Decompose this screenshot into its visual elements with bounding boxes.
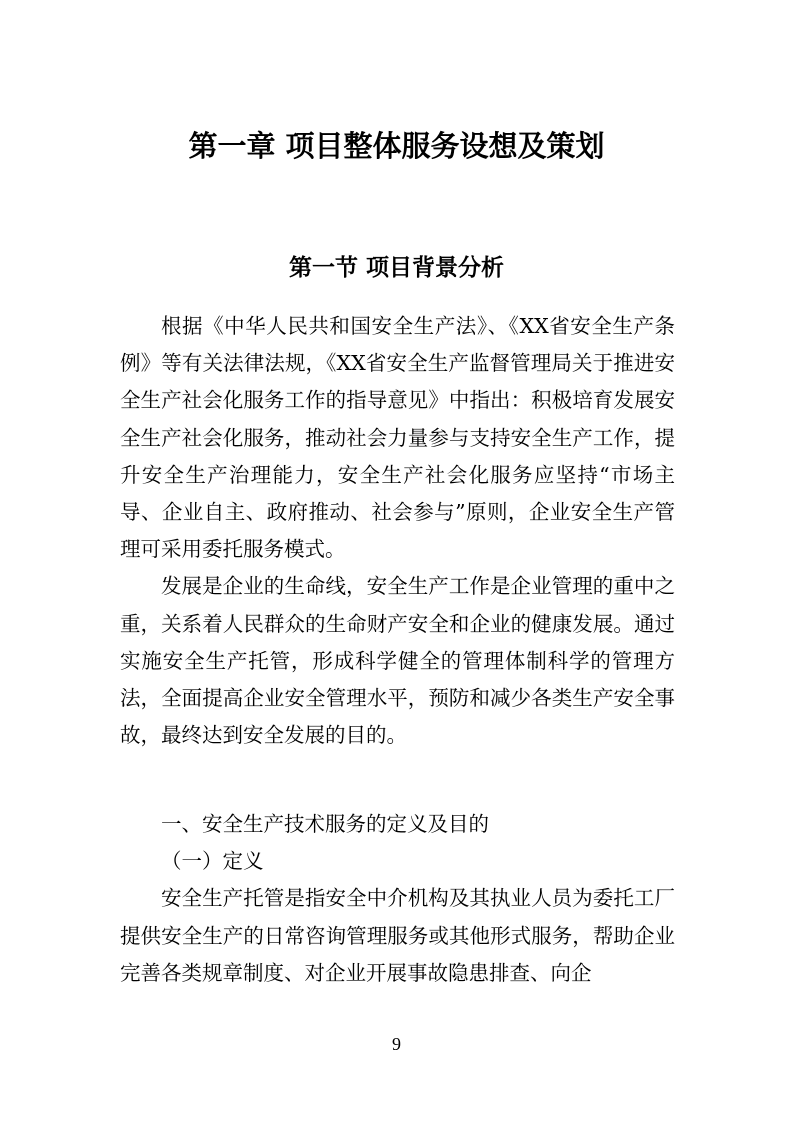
- chapter-title: 第一章 项目整体服务设想及策划: [188, 129, 605, 163]
- subsection-subheading: （一）定义: [161, 849, 264, 874]
- subsection-heading: 一、安全生产技术服务的定义及目的: [161, 812, 489, 836]
- paragraph-legal-basis: 根据《中华人民共和国安全生产法》、《XX省安全生产条例》等有关法律法规，《XX省安全生产监督管理局关于推进安全生产社会化服务工作的指导意见》中指出：积极培育发展安全生产社会化服务，推动社会力量参与支持安全生产工作，提升安全生产治理能力，安全生产社会化服务应坚持“市场主导、企业自主、政府推动、社会参与”原则，企业安全生产管理可采用委托服务模式。: [120, 314, 675, 562]
- definition-section: [120, 806, 675, 992]
- page-number: 9: [392, 1034, 401, 1054]
- paragraph-definition: 安全生产托管是指安全中介机构及其执业人员为委托工厂提供安全生产的日常咨询管理服务或其他形式服务，帮助企业完善各类规章制度、对企业开展事故隐患排查、向企: [120, 886, 675, 985]
- background-text: [120, 308, 675, 754]
- paragraph-development: 发展是企业的生命线，安全生产工作是企业管理的重中之重，关系着人民群众的生命财产安全和企业的健康发展。通过实施安全生产托管，形成科学健全的管理体制科学的管理方法，全面提高企业安全管理水平，预防和减少各类生产安全事故，最终达到安全发展的目的。: [120, 574, 675, 748]
- section-title: 第一节 项目背景分析: [288, 255, 504, 281]
